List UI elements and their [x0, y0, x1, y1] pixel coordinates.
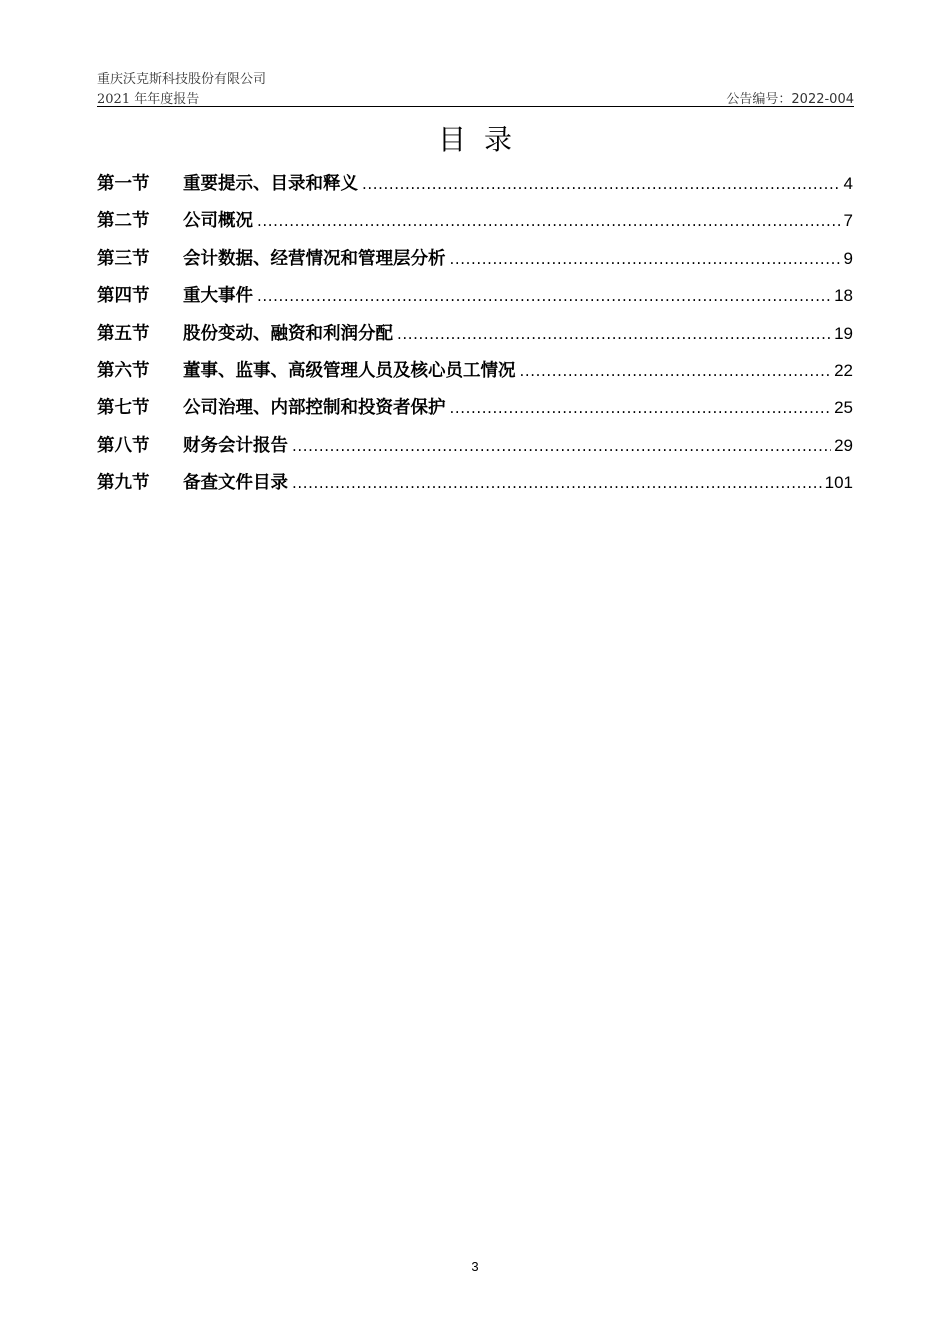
toc-entry[interactable]	[97, 170, 853, 207]
page-header	[97, 66, 854, 107]
toc-section-name: 会计数据、经营情况和管理层分析	[183, 248, 446, 269]
toc-section: 第二节	[97, 211, 150, 232]
toc-entry[interactable]	[97, 245, 853, 282]
toc-entry[interactable]	[97, 320, 853, 357]
toc-page-number: 25	[834, 398, 853, 418]
toc-section: 第六节	[97, 360, 150, 381]
toc-page-number: 7	[843, 211, 853, 231]
toc-section-name: 重要提示、目录和释义	[183, 174, 358, 194]
toc-page-number: 18	[834, 286, 853, 306]
toc-section-name: 股份变动、融资和利润分配	[183, 323, 393, 344]
toc-entry[interactable]	[97, 469, 853, 506]
toc-leader	[292, 474, 822, 492]
toc-section-name: 备查文件目录	[183, 473, 288, 494]
toc-section: 第五节	[97, 323, 150, 344]
toc-entry[interactable]	[97, 394, 853, 431]
toc-leader	[292, 437, 831, 455]
toc-leader	[450, 250, 841, 268]
toc-section-name: 公司概况	[183, 211, 253, 232]
toc-title: 目录	[437, 123, 530, 156]
toc-section: 第一节	[97, 174, 150, 194]
toc-section: 第九节	[97, 473, 150, 494]
report-title: 2021 年年度报告	[97, 92, 200, 107]
toc-section-name: 重大事件	[183, 286, 253, 307]
toc-leader	[362, 175, 841, 193]
toc-leader	[397, 325, 831, 343]
toc-leader	[520, 362, 832, 380]
company-name: 重庆沃克斯科技股份有限公司	[97, 72, 267, 87]
toc-section-name: 董事、监事、高级管理人员及核心员工情况	[183, 360, 516, 381]
notice-number: 公告编号：2022-004	[726, 92, 854, 107]
toc-section: 第三节	[97, 248, 150, 269]
toc-entry[interactable]	[97, 432, 853, 469]
table-of-contents	[97, 170, 853, 507]
toc-leader	[257, 212, 841, 230]
toc-entry[interactable]	[97, 282, 853, 319]
toc-page-number: 22	[834, 360, 853, 380]
toc-section-name: 公司治理、内部控制和投资者保护	[183, 398, 446, 419]
toc-section: 第四节	[97, 286, 150, 307]
toc-page-number: 101	[824, 473, 853, 493]
toc-section: 第八节	[97, 435, 150, 456]
toc-section-name: 财务会计报告	[183, 435, 288, 456]
toc-entry[interactable]	[97, 357, 853, 394]
toc-entry[interactable]	[97, 207, 853, 244]
toc-section: 第七节	[97, 398, 150, 419]
page-number: 3	[471, 1259, 479, 1274]
toc-page-number: 29	[834, 435, 853, 455]
toc-leader	[450, 399, 832, 417]
toc-page-number: 9	[843, 248, 853, 268]
toc-leader	[257, 287, 831, 305]
toc-page-number: 19	[834, 323, 853, 343]
toc-page-number: 4	[843, 174, 853, 193]
